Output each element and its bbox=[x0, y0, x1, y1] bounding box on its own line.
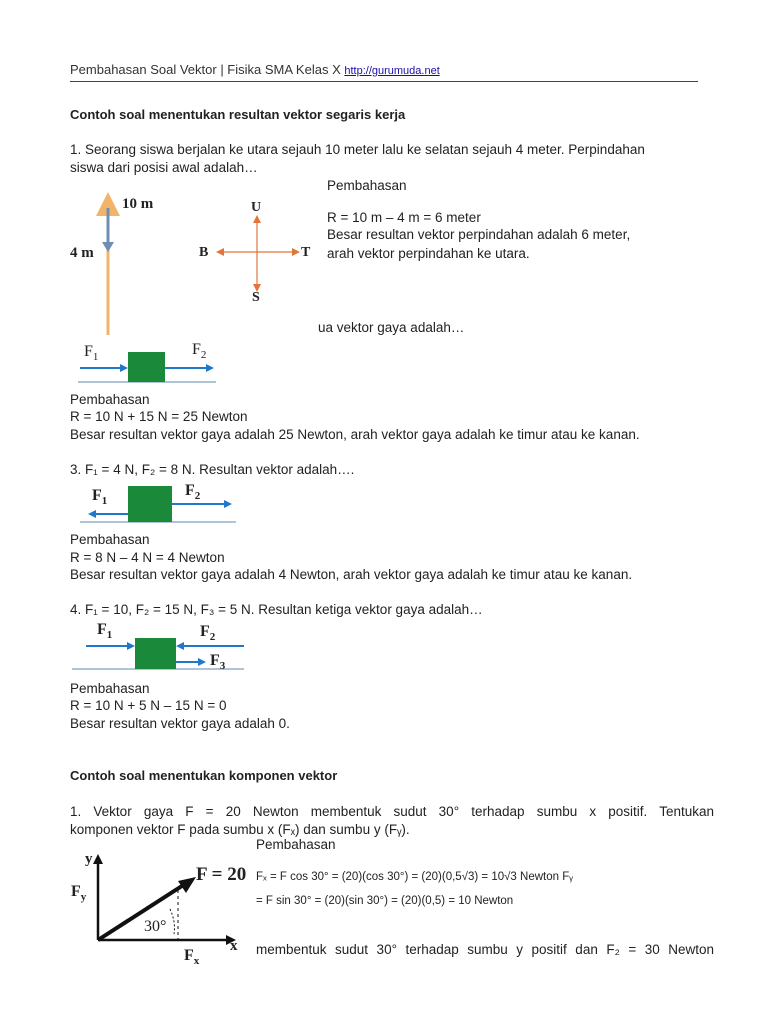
header-divider bbox=[70, 81, 698, 82]
q4-f3-label: $F_3$ bbox=[210, 652, 226, 673]
s2-next-question-partial: membentuk sudut 30° terhadap sumbu y positif dan F₂ = 30 Newton bbox=[256, 942, 714, 957]
q4-f1-label: $F_1$ bbox=[97, 621, 113, 642]
compass-diagram bbox=[214, 215, 304, 295]
compass-west-label: B bbox=[199, 245, 209, 260]
q2-solution-line1: R = 10 N + 15 N = 25 Newton bbox=[70, 409, 248, 424]
diagram-f-label: F = 20 bbox=[196, 864, 247, 885]
label-4m: 4 m bbox=[70, 245, 94, 261]
section1-heading: Contoh soal menentukan resultan vektor segaris kerja bbox=[70, 107, 406, 122]
q3-solution-line2: Besar resultan vektor gaya adalah 4 Newton, arah vektor gaya adalah ke timur atau ke kanan. bbox=[70, 567, 633, 582]
q4-solution-line1: R = 10 N + 5 N – 15 N = 0 bbox=[70, 698, 227, 713]
q1-text-line2: siswa dari posisi awal adalah… bbox=[70, 160, 258, 175]
q2-solution-title: Pembahasan bbox=[70, 392, 150, 407]
s2-q1-solution-line2: = F sin 30° = (20)(sin 30°) = (20)(0,5) = 10 Newton bbox=[256, 895, 514, 907]
q1-solution-line1: R = 10 m – 4 m = 6 meter bbox=[327, 210, 481, 225]
q4-text: 4. F₁ = 10, F₂ = 15 N, F₃ = 5 N. Resultan ketiga vektor gaya adalah… bbox=[70, 602, 483, 617]
mass-box bbox=[128, 486, 172, 522]
compass-east-label: T bbox=[301, 245, 311, 260]
diagram-y-label: y bbox=[85, 851, 93, 867]
q3-solution-title: Pembahasan bbox=[70, 532, 150, 547]
q3-f2-label: $F_2$ bbox=[185, 482, 201, 503]
s2-q1-solution-title: Pembahasan bbox=[256, 837, 336, 852]
q2-f2-label: $F_2$ bbox=[192, 341, 207, 362]
angle-arc bbox=[170, 909, 175, 934]
south-arrow-head bbox=[102, 242, 114, 252]
q2-f1-label: $F_1$ bbox=[84, 343, 99, 364]
diagram-fy-label: $F_y$ bbox=[71, 883, 87, 904]
s2-q1-solution-line1: Fₓ = F cos 30° = (20)(cos 30°) = (20)(0,5√3) = 10√3 Newton Fᵧ bbox=[256, 871, 573, 883]
label-10m: 10 m bbox=[122, 196, 154, 212]
q4-solution-line2: Besar resultan vektor gaya adalah 0. bbox=[70, 716, 290, 731]
header-link[interactable]: http://gurumuda.net bbox=[344, 65, 440, 77]
q2-text-partial: ua vektor gaya adalah… bbox=[318, 320, 465, 335]
q2-solution-line2: Besar resultan vektor gaya adalah 25 Newton, arah vektor gaya adalah ke timur atau ke kanan. bbox=[70, 427, 640, 442]
s2-q1-text-line2: komponen vektor F pada sumbu x (Fₓ) dan sumbu y (Fᵧ). bbox=[70, 822, 410, 837]
q1-solution-line3: arah vektor perpindahan ke utara. bbox=[327, 246, 530, 261]
s2-q1-text-line1: 1. Vektor gaya F = 20 Newton membentuk sudut 30° terhadap sumbu x positif. Tentukan bbox=[70, 804, 714, 819]
mass-box bbox=[128, 352, 165, 382]
q4-solution-title: Pembahasan bbox=[70, 681, 150, 696]
q4-f2-label: $F_2$ bbox=[200, 623, 216, 644]
q1-solution-title: Pembahasan bbox=[327, 178, 407, 193]
section2-heading: Contoh soal menentukan komponen vektor bbox=[70, 768, 338, 783]
diagram-x-label: x bbox=[230, 938, 238, 954]
q3-f1-label: $F_1$ bbox=[92, 487, 108, 508]
diagram-angle-label: 30° bbox=[144, 918, 167, 935]
q1-solution-line2: Besar resultan vektor perpindahan adalah 6 meter, bbox=[327, 227, 631, 242]
force-vector bbox=[98, 884, 185, 940]
diagram-fx-label: $F_x$ bbox=[184, 947, 200, 968]
mass-box bbox=[135, 638, 176, 669]
compass-south-label: S bbox=[252, 290, 260, 305]
q3-solution-line1: R = 8 N – 4 N = 4 Newton bbox=[70, 550, 225, 565]
q1-text-line1: 1. Seorang siswa berjalan ke utara sejauh 10 meter lalu ke selatan sejauh 4 meter. Perpindahan bbox=[70, 142, 645, 157]
q3-text: 3. F₁ = 4 N, F₂ = 8 N. Resultan vektor adalah…. bbox=[70, 462, 355, 477]
header-title-text: Pembahasan Soal Vektor | Fisika SMA Kelas X bbox=[70, 62, 341, 77]
compass-north-label: U bbox=[251, 200, 262, 215]
header-title bbox=[70, 61, 440, 80]
